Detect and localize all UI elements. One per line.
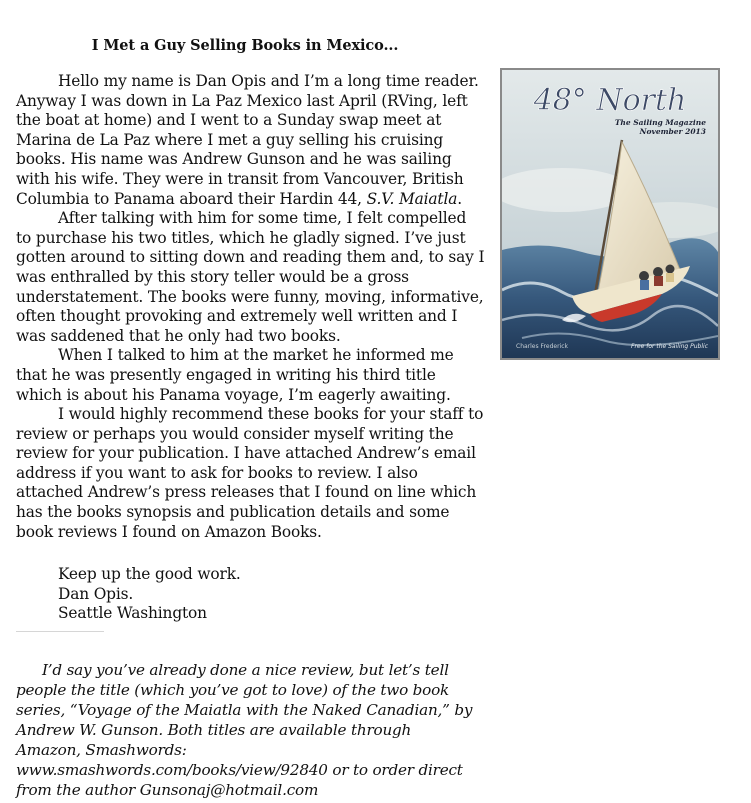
cover-sailor (666, 273, 674, 282)
cover-issue-date: November 2013 (639, 127, 706, 136)
letter-signoff (58, 565, 241, 624)
signoff-closing: Keep up the good work. (58, 565, 241, 583)
cover-sailor (639, 271, 649, 281)
cover-sailor (640, 280, 649, 290)
cover-artist-credit: Charles Frederick (516, 343, 568, 350)
signoff-location: Seattle Washington (58, 604, 207, 623)
cover-sailor (653, 267, 663, 277)
letter-paragraph: When I talked to him at the market he informed me that he was presently engaged in writing his third title which is about his Panama voyage, I’m eagerly awaiting. (16, 346, 454, 404)
boat-name: S.V. Maiatla (366, 189, 458, 208)
editor-reply: I’d say you’ve already done a nice review, but let’s tell people the title (which you’ve got to love) of the two book series, “Voyage of the Maiatla with the Naked Canadian,” by Andrew W. Gunson. Both titles are available through Amazon, Smashwords: www.smashwords.com/books/view/92840 or to order direct from the author Gunsonaj@hotmail.com (16, 661, 473, 799)
letter-paragraph (16, 72, 486, 209)
cover-sailor (654, 276, 663, 286)
cover-sailor (666, 265, 675, 274)
section-divider (16, 631, 104, 632)
signoff-name: Dan Opis. (58, 584, 134, 603)
cover-illustration (502, 70, 718, 358)
cover-subtitle: The Sailing Magazine (614, 118, 706, 127)
paragraph-text: Hello my name is Dan Opis and I’m a long time reader. Anyway I was down in La Paz Mexico last April (RVing, left the boat at home) and I went to a Sunday swap meet at Marina de La Paz where I met a guy selling his cruising books. His name was Andrew Gunson and he was sailing with his wife. They were in transit from Vancouver, British Columbia to Panama aboard their Hardin 44, (16, 72, 479, 208)
article-title: I Met a Guy Selling Books in Mexico... (91, 37, 399, 54)
magazine-cover (500, 68, 720, 360)
letter-body (16, 72, 486, 542)
cover-masthead: 48° North (533, 83, 687, 118)
cover-bottom-caption: Free for the Sailing Public (631, 343, 708, 350)
letter-paragraph: After talking with him for some time, I felt compelled to purchase his two titles, which he gladly signed. I’ve just gotten around to sitting down and reading them and, to say I was enthralled by this story teller would be a gross understatement. The books were funny, moving, informative, often thought provoking and extremely well written and I was saddened that he only had two books. (16, 209, 485, 345)
paragraph-text-end: . (457, 189, 463, 208)
letter-paragraph: I would highly recommend these books for your staff to review or perhaps you would consider myself writing the review for your publication. I have attached Andrew’s email address if you want to ask for books to review. I also attached Andrew’s press releases that I found on line which has the books synopsis and publication details and some book reviews I found on Amazon Books. (16, 405, 484, 541)
